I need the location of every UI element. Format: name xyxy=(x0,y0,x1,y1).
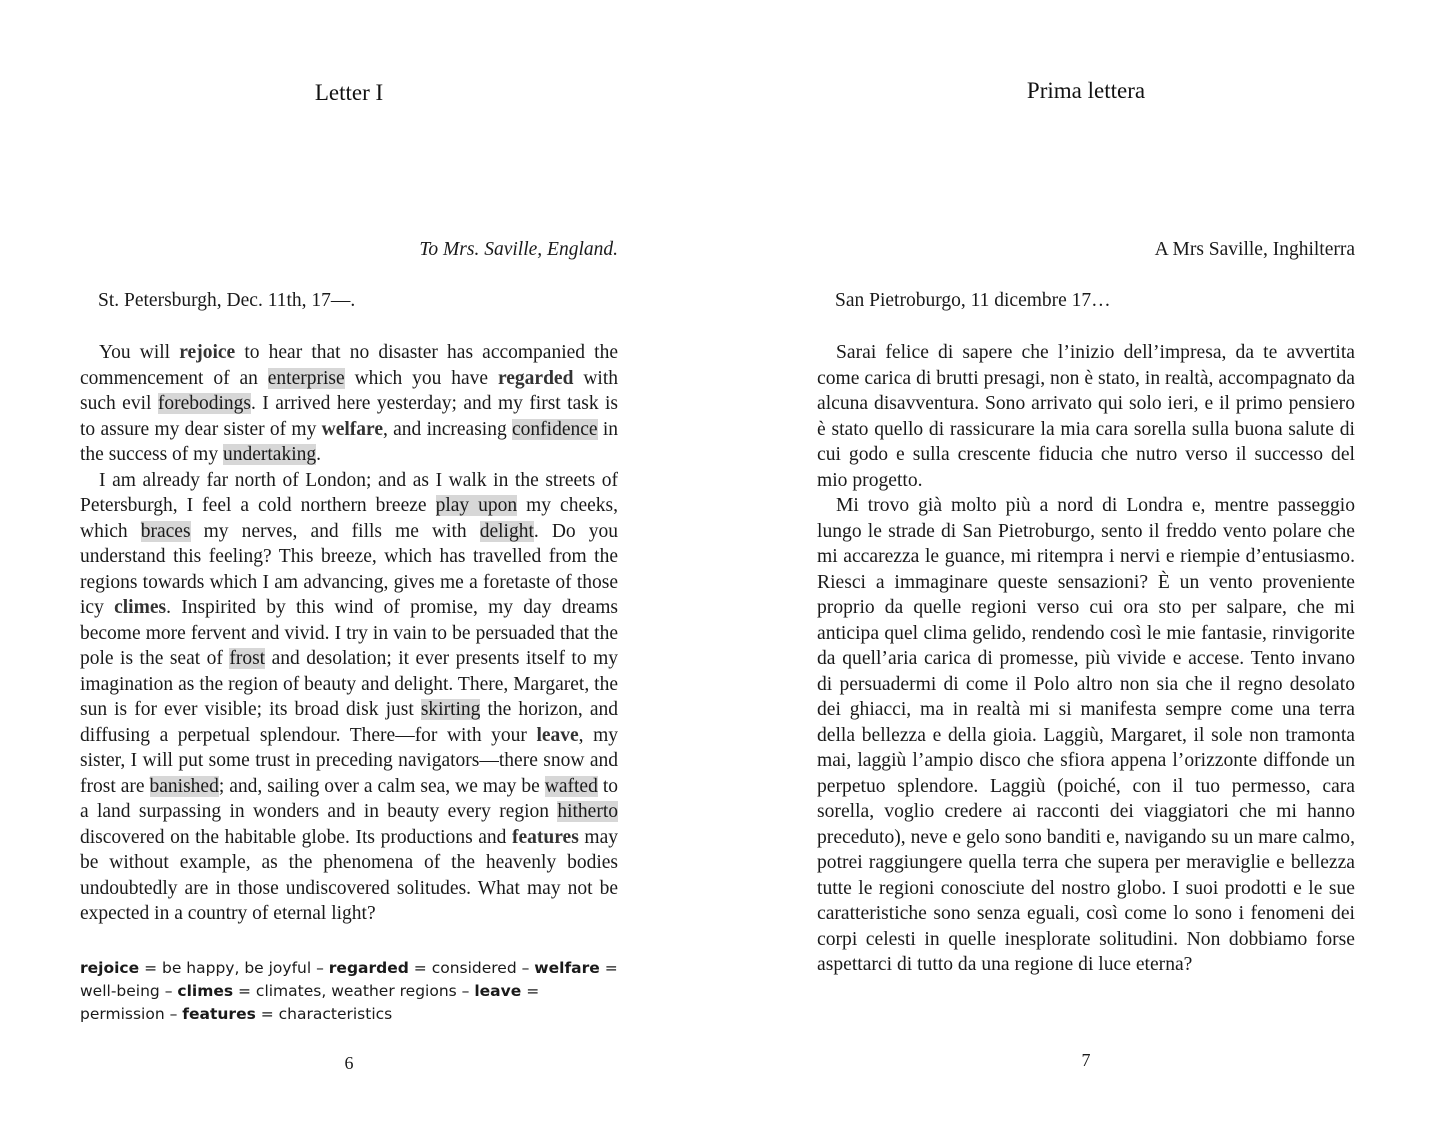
text-run: my cheeks, which xyxy=(80,495,618,542)
paragraph: Mi trovo già molto più a nord di Londra e, mentre passeggio lungo le strade di San Pietroburgo, sento il freddo vento polare che mi accarezza le guance, mi ritempra i nervi e riempie d’entusiasmo. Riesci a immaginare queste sensazioni? È un vento proveniente proprio da quelle regioni verso cui ora sto per salpare, che mi anticipa quel clima gelido, rendendo così le mie fantasie, rinvigorite da quell’aria carica di promesse, più vivide e accese. Tento invano di persuadermi di come il Polo altro non sia che il regno desolato dei ghiacci, ma in realtà mi si manifesta sempre come una terra della bellezza e della gioia. Laggiù, Margaret, il sole non tramonta mai, laggiù l’ampio disco che sfiora appena l’orizzonte diffonde un perpetuo splendore. Laggiù (poiché, con il tuo permesso, cara sorella, voglio credere ai racconti dei viaggiatori che mi hanno preceduto), neve e gelo sono banditi e, navigando su un mare calmo, potrei raggiungere quella terra che supera per meraviglie e bellezza tutte le regioni conosciute del nostro globo. I suoi prodotti e le sue caratteristiche sono senza eguali, così come lo sono i fenomeni dei corpi celesti in quelle inesplorate solitudini. Non dobbiamo forse aspettarci di tutto da una regione di luce eterna? xyxy=(817,495,1355,975)
text-run: , and increasing xyxy=(383,418,512,440)
glossary-term: rejoice xyxy=(80,959,140,977)
text-run: I am already far north of London; and as I walk in the streets of Petersburgh, I feel a cold northern breeze xyxy=(80,469,618,516)
letter-dateline: San Pietroburgo, 11 dicembre 17… xyxy=(835,290,1111,311)
glossary-term: leave xyxy=(474,982,522,1000)
text-run: the horizon, and diffusing a perpetual splendour. There—for with your xyxy=(80,699,618,746)
left-page xyxy=(80,0,618,1132)
letter-address: A Mrs Saville, Inghilterra xyxy=(1154,239,1355,260)
text-run: You will xyxy=(99,342,180,363)
highlighted-word: braces xyxy=(140,520,191,542)
text-run: and desolation; it ever presents itself to my imagination as the region of beauty and delight. There, Margaret, the sun is for ever visible; its broad disk just xyxy=(80,648,618,720)
page-number: 7 xyxy=(1081,1050,1091,1070)
text-run: my nerves, and fills me with xyxy=(190,520,480,542)
letter-address: To Mrs. Saville, England. xyxy=(419,239,618,260)
text-run: discovered on the habitable globe. Its productions and xyxy=(80,826,513,848)
glossary-word: rejoice xyxy=(179,342,236,363)
glossary-term: welfare xyxy=(534,959,600,977)
highlighted-word: enterprise xyxy=(267,367,345,389)
glossary-definition: characteristics xyxy=(278,1005,393,1023)
highlighted-word: skirting xyxy=(420,699,481,720)
text-run: which you have xyxy=(344,367,498,389)
letter-body xyxy=(817,340,1355,978)
paragraph xyxy=(80,340,618,468)
text-run: in the success of my xyxy=(80,418,618,465)
highlighted-word: frost xyxy=(229,648,266,669)
text-run: to hear that no disaster has accompanied the commencement of an xyxy=(80,342,618,389)
glossary-definition: be happy, be joyful xyxy=(161,959,312,977)
letter-dateline: St. Petersburgh, Dec. 11th, 17—. xyxy=(98,290,356,311)
glossary-word: leave xyxy=(536,724,579,746)
paragraph xyxy=(80,468,618,927)
text-run: . xyxy=(316,444,321,465)
highlighted-word: undertaking xyxy=(222,444,317,465)
glossary-term: climes xyxy=(177,982,234,1000)
text-run: . Do you understand this feeling? This breeze, which has travelled from the regions towards which I am advancing, gives me a foretaste of those icy xyxy=(80,520,618,618)
letter-body xyxy=(80,340,618,927)
glossary-word: welfare xyxy=(321,418,383,440)
glossary-definition: permission xyxy=(80,1005,165,1023)
paragraph: Sarai felice di sapere che l’inizio dell’impresa, da te avvertita come carica di brutti presagi, non è stato, in realtà, accompagnato da alcuna disavventura. Sono arrivato qui solo ieri, e il primo pensiero è stato quello di rassicurare la mia cara sorella sulla buona salute di cui godo e sulla crescente fiducia che nutro verso il successo del mio progetto. xyxy=(817,342,1355,491)
glossary-definition: considered xyxy=(431,959,517,977)
page-title: Letter I xyxy=(314,80,384,105)
text-run: . Inspirited by this wind of promise, my day dreams become more fervent and vivid. I try in vain to be persuaded that the pole is the seat of xyxy=(80,597,619,669)
glossary: rejoice = be happy, be joyful – regarded = considered – welfare = well-being – climes = climates, weather regions – leave = permission – features = characteristics xyxy=(80,959,618,1023)
glossary-term: features xyxy=(182,1005,256,1023)
text-run: ; and, sailing over a calm sea, we may be xyxy=(218,775,545,797)
page-title: Prima lettera xyxy=(1026,78,1146,103)
highlighted-word: forebodings xyxy=(157,393,251,414)
highlighted-word: wafted xyxy=(544,775,598,797)
highlighted-word: banished xyxy=(149,775,219,797)
text-run: , my sister, I will put some trust in preceding navigators—there snow and frost are xyxy=(80,724,618,797)
text-run: . I arrived here yesterday; and my first task is to assure my dear sister of my xyxy=(80,393,618,440)
highlighted-word: confidence xyxy=(512,418,598,440)
highlighted-word: play upon xyxy=(435,495,518,516)
text-run: to a land surpassing in wonders and in beauty every region xyxy=(80,775,618,822)
highlighted-word: delight xyxy=(479,520,534,542)
highlighted-word: hitherto xyxy=(557,801,618,822)
glossary-word: climes xyxy=(114,597,167,618)
glossary-word: regarded xyxy=(497,367,574,389)
glossary-word: features xyxy=(512,826,579,848)
text-run: may be without example, as the phenomena of the heavenly bodies undoubtedly are in those undiscovered solitudes. What may not be expected in a country of eternal light? xyxy=(80,826,618,924)
glossary-term: regarded xyxy=(328,959,409,977)
page-number: 6 xyxy=(344,1053,354,1073)
right-page xyxy=(817,0,1355,1132)
text-run: with such evil xyxy=(80,367,618,414)
glossary-definition: well-being xyxy=(80,982,160,1000)
glossary-definition: climates, weather regions xyxy=(255,982,457,1000)
